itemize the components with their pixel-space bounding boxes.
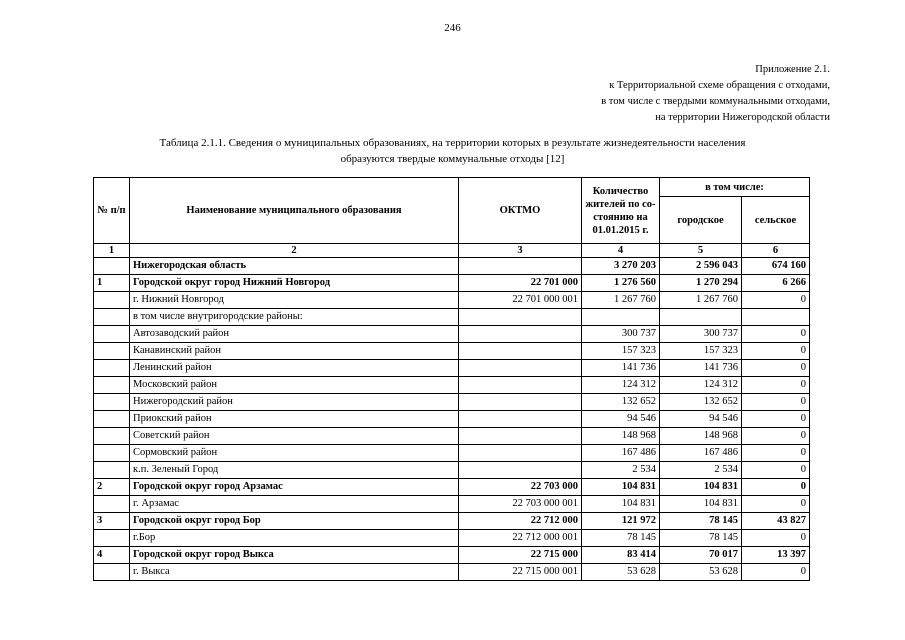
row-oktmo: 22 703 000 001 xyxy=(459,496,582,513)
row-rural: 0 xyxy=(742,326,810,343)
row-number xyxy=(94,394,130,411)
row-total: 94 546 xyxy=(582,411,660,428)
row-name: Нижегородский район xyxy=(130,394,459,411)
table-row xyxy=(94,496,810,513)
row-name: Ленинский район xyxy=(130,360,459,377)
row-oktmo xyxy=(459,326,582,343)
row-rural: 0 xyxy=(742,394,810,411)
column-number: 6 xyxy=(742,244,810,258)
row-oktmo xyxy=(459,343,582,360)
header-name: Наименование муниципального образования xyxy=(130,178,459,244)
row-oktmo xyxy=(459,377,582,394)
row-number: 1 xyxy=(94,275,130,292)
row-oktmo xyxy=(459,462,582,479)
row-urban: 141 736 xyxy=(660,360,742,377)
row-urban: 104 831 xyxy=(660,479,742,496)
row-number xyxy=(94,309,130,326)
header-rural: сельское xyxy=(742,197,810,244)
row-name: к.п. Зеленый Город xyxy=(130,462,459,479)
row-urban: 1 270 294 xyxy=(660,275,742,292)
table-row xyxy=(94,360,810,377)
row-name: Автозаводский район xyxy=(130,326,459,343)
row-name: Городской округ город Нижний Новгород xyxy=(130,275,459,292)
row-number: 2 xyxy=(94,479,130,496)
row-total: 121 972 xyxy=(582,513,660,530)
table-row xyxy=(94,462,810,479)
table-row xyxy=(94,394,810,411)
row-oktmo xyxy=(459,258,582,275)
row-urban: 104 831 xyxy=(660,496,742,513)
row-urban: 148 968 xyxy=(660,428,742,445)
row-name: г. Арзамас xyxy=(130,496,459,513)
appendix-line: к Территориальной схеме обращения с отходами, xyxy=(609,80,830,91)
row-number xyxy=(94,445,130,462)
row-number xyxy=(94,343,130,360)
appendix-line: Приложение 2.1. xyxy=(755,64,830,75)
row-rural: 0 xyxy=(742,428,810,445)
row-oktmo: 22 715 000 001 xyxy=(459,564,582,581)
row-urban xyxy=(660,309,742,326)
row-rural: 6 266 xyxy=(742,275,810,292)
row-urban: 2 534 xyxy=(660,462,742,479)
row-oktmo xyxy=(459,360,582,377)
row-total: 157 323 xyxy=(582,343,660,360)
row-oktmo xyxy=(459,309,582,326)
row-name: г. Нижний Новгород xyxy=(130,292,459,309)
row-total: 83 414 xyxy=(582,547,660,564)
row-oktmo xyxy=(459,428,582,445)
row-urban: 2 596 043 xyxy=(660,258,742,275)
row-number xyxy=(94,411,130,428)
row-total: 104 831 xyxy=(582,496,660,513)
table-row xyxy=(94,275,810,292)
row-number xyxy=(94,564,130,581)
table-row xyxy=(94,326,810,343)
row-total: 2 534 xyxy=(582,462,660,479)
table-body xyxy=(94,258,810,581)
row-name: Сормовский район xyxy=(130,445,459,462)
row-oktmo xyxy=(459,445,582,462)
header-oktmo: ОКТМО xyxy=(459,178,582,244)
row-urban: 300 737 xyxy=(660,326,742,343)
table-row xyxy=(94,445,810,462)
row-name: Городской округ город Арзамас xyxy=(130,479,459,496)
row-number xyxy=(94,496,130,513)
row-rural: 0 xyxy=(742,564,810,581)
row-name: Нижегородская область xyxy=(130,258,459,275)
page-number: 246 xyxy=(444,22,461,34)
row-total: 1 267 760 xyxy=(582,292,660,309)
table-row xyxy=(94,411,810,428)
row-name: г. Выкса xyxy=(130,564,459,581)
row-rural: 0 xyxy=(742,360,810,377)
appendix-line: на территории Нижегородской области xyxy=(655,112,830,123)
column-number: 3 xyxy=(459,244,582,258)
row-total: 3 270 203 xyxy=(582,258,660,275)
row-oktmo: 22 712 000 xyxy=(459,513,582,530)
row-urban: 157 323 xyxy=(660,343,742,360)
header-population: Количество жителей по со-стоянию на 01.01.2015 г. xyxy=(582,178,660,244)
row-rural: 674 160 xyxy=(742,258,810,275)
caption-line: образуются твердые коммунальные отходы [12] xyxy=(340,153,565,165)
appendix-note xyxy=(410,62,830,126)
row-rural: 0 xyxy=(742,377,810,394)
row-oktmo: 22 701 000 001 xyxy=(459,292,582,309)
row-rural: 43 827 xyxy=(742,513,810,530)
row-total: 141 736 xyxy=(582,360,660,377)
row-urban: 78 145 xyxy=(660,513,742,530)
header-num: № п/п xyxy=(94,178,130,244)
table-row xyxy=(94,309,810,326)
row-urban: 70 017 xyxy=(660,547,742,564)
row-total: 53 628 xyxy=(582,564,660,581)
table-row xyxy=(94,292,810,309)
column-number: 2 xyxy=(130,244,459,258)
row-number: 4 xyxy=(94,547,130,564)
row-number xyxy=(94,530,130,547)
row-number xyxy=(94,377,130,394)
row-rural: 0 xyxy=(742,462,810,479)
municipalities-table xyxy=(93,177,810,581)
table-row xyxy=(94,479,810,496)
row-urban: 53 628 xyxy=(660,564,742,581)
header-including: в том числе: xyxy=(660,178,810,197)
row-rural: 0 xyxy=(742,496,810,513)
row-number xyxy=(94,428,130,445)
row-rural: 0 xyxy=(742,530,810,547)
column-number: 4 xyxy=(582,244,660,258)
row-oktmo: 22 712 000 001 xyxy=(459,530,582,547)
row-name: г.Бор xyxy=(130,530,459,547)
row-total: 167 486 xyxy=(582,445,660,462)
table-row xyxy=(94,377,810,394)
row-oktmo: 22 703 000 xyxy=(459,479,582,496)
row-rural: 0 xyxy=(742,411,810,428)
row-number xyxy=(94,326,130,343)
table-row xyxy=(94,258,810,275)
row-rural xyxy=(742,309,810,326)
table-row xyxy=(94,564,810,581)
row-total: 148 968 xyxy=(582,428,660,445)
row-name: Московский район xyxy=(130,377,459,394)
row-urban: 1 267 760 xyxy=(660,292,742,309)
table-row xyxy=(94,513,810,530)
row-name: Канавинский район xyxy=(130,343,459,360)
header-urban: городское xyxy=(660,197,742,244)
row-total: 124 312 xyxy=(582,377,660,394)
row-urban: 124 312 xyxy=(660,377,742,394)
row-number xyxy=(94,360,130,377)
row-rural: 13 397 xyxy=(742,547,810,564)
row-urban: 94 546 xyxy=(660,411,742,428)
table-row xyxy=(94,547,810,564)
row-name: Советский район xyxy=(130,428,459,445)
row-rural: 0 xyxy=(742,479,810,496)
row-urban: 78 145 xyxy=(660,530,742,547)
row-total xyxy=(582,309,660,326)
row-total: 104 831 xyxy=(582,479,660,496)
appendix-line: в том числе с твердыми коммунальными отходами, xyxy=(601,96,830,107)
caption-line: Таблица 2.1.1. Сведения о муниципальных образованиях, на территории которых в результате жизнедеятельности населения xyxy=(159,137,746,149)
row-name: Городской округ город Бор xyxy=(130,513,459,530)
row-oktmo: 22 701 000 xyxy=(459,275,582,292)
row-urban: 167 486 xyxy=(660,445,742,462)
column-number: 5 xyxy=(660,244,742,258)
row-total: 300 737 xyxy=(582,326,660,343)
row-total: 132 652 xyxy=(582,394,660,411)
row-number xyxy=(94,292,130,309)
row-oktmo xyxy=(459,411,582,428)
row-urban: 132 652 xyxy=(660,394,742,411)
row-name: Городской округ город Выкса xyxy=(130,547,459,564)
row-rural: 0 xyxy=(742,343,810,360)
table-row xyxy=(94,343,810,360)
row-name: Приокский район xyxy=(130,411,459,428)
row-number xyxy=(94,462,130,479)
row-rural: 0 xyxy=(742,292,810,309)
row-oktmo: 22 715 000 xyxy=(459,547,582,564)
table-row xyxy=(94,428,810,445)
row-total: 78 145 xyxy=(582,530,660,547)
column-number: 1 xyxy=(94,244,130,258)
row-number xyxy=(94,258,130,275)
row-total: 1 276 560 xyxy=(582,275,660,292)
table-row xyxy=(94,530,810,547)
row-number: 3 xyxy=(94,513,130,530)
table-caption xyxy=(60,135,845,167)
row-name: в том числе внутригородские районы: xyxy=(130,309,459,326)
row-rural: 0 xyxy=(742,445,810,462)
row-oktmo xyxy=(459,394,582,411)
